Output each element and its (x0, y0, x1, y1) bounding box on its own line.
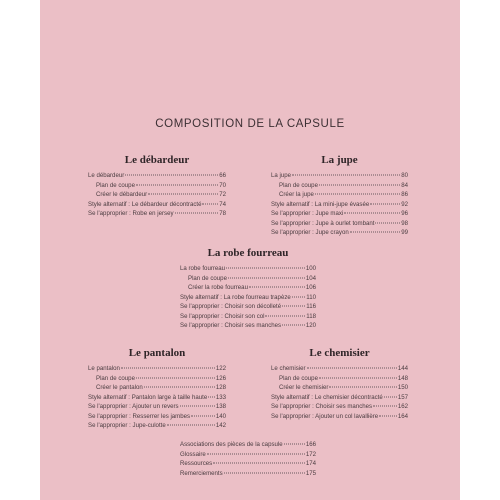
section-title: Le débardeur (124, 154, 190, 166)
toc-entry: La jupe 80 (271, 172, 408, 179)
toc-entry: Se l'approprier : Choisir son col 118 (180, 312, 316, 320)
toc-entry: Se l'approprier : Resserrer les jambes 140 (88, 412, 226, 420)
toc-entry: Remerciements 175 (180, 469, 316, 477)
toc-entry: Se l'approprier : Jupe-culotte 142 (88, 422, 226, 429)
toc-entry: Se l'approprier : Jupe à ourlet tombant 98 (271, 219, 408, 227)
toc-entry: Style alternatif : Le débardeur décontracté 74 (88, 200, 226, 208)
toc-entry: Plan de coupe 70 (96, 181, 226, 189)
toc-entry: Ressources 174 (180, 460, 316, 467)
toc-entry: Plan de coupe 126 (96, 374, 226, 382)
section-pantalon (88, 347, 226, 431)
toc-entry: Plan de coupe 84 (279, 181, 408, 189)
toc-entry: Créer le pantalon 128 (96, 384, 226, 391)
toc-entry: La robe fourreau 100 (180, 265, 316, 272)
section-title: La jupe (321, 154, 358, 166)
section-annexes (180, 440, 316, 478)
section-jupe (271, 154, 408, 238)
section-robe-fourreau (180, 247, 316, 331)
toc-entry: Créer le débardeur 72 (96, 191, 226, 198)
section-debardeur (88, 154, 226, 219)
toc-entry: Style alternatif : La mini-jupe évasée 92 (271, 200, 408, 208)
toc-entry: Se l'approprier : Ajouter un col lavallière 164 (271, 412, 408, 420)
toc-entry: Se l'approprier : Choisir ses manches 162 (271, 403, 408, 410)
toc-entry: Créer le chemisier 150 (279, 384, 408, 391)
toc-entry: Style alternatif : Le chemisier décontracté 157 (271, 393, 408, 401)
toc-entry: Plan de coupe 104 (188, 274, 316, 282)
toc-entry: Se l'approprier : Robe en jersey 78 (88, 210, 226, 217)
toc-entry: Se l'approprier : Ajouter un revers 138 (88, 403, 226, 410)
toc-entry: Créer la robe fourreau 106 (188, 284, 316, 291)
toc-entry: Se l'approprier : Choisir ses manches 120 (180, 322, 316, 329)
section-title: La robe fourreau (207, 247, 289, 259)
toc-entry: Se l'approprier : Choisir son décolleté 116 (180, 303, 316, 310)
toc-entry: Créer la jupe 86 (279, 191, 408, 198)
toc-entry: Style alternatif : La robe fourreau trapèze 110 (180, 293, 316, 301)
toc-entry: Style alternatif : Pantalon large à taille haute 133 (88, 393, 226, 401)
toc-entry: Se l'approprier : Jupe crayon 99 (271, 229, 408, 236)
toc-entry: Glossaire 172 (180, 450, 316, 458)
toc-entry: Le débardeur 66 (88, 172, 226, 179)
book-page (40, 0, 460, 500)
toc-entry: Le pantalon 122 (88, 365, 226, 372)
toc-entry: Se l'approprier : Jupe maxi 96 (271, 210, 408, 217)
section-chemisier (271, 347, 408, 421)
toc-entry: Plan de coupe 148 (279, 374, 408, 382)
section-title: Le pantalon (128, 347, 186, 359)
toc-entry: Associations des pièces de la capsule 166 (180, 441, 316, 448)
toc-entry: Le chemisier 144 (271, 365, 408, 372)
section-title: Le chemisier (309, 347, 370, 359)
page-title: COMPOSITION DE LA CAPSULE (155, 118, 345, 130)
